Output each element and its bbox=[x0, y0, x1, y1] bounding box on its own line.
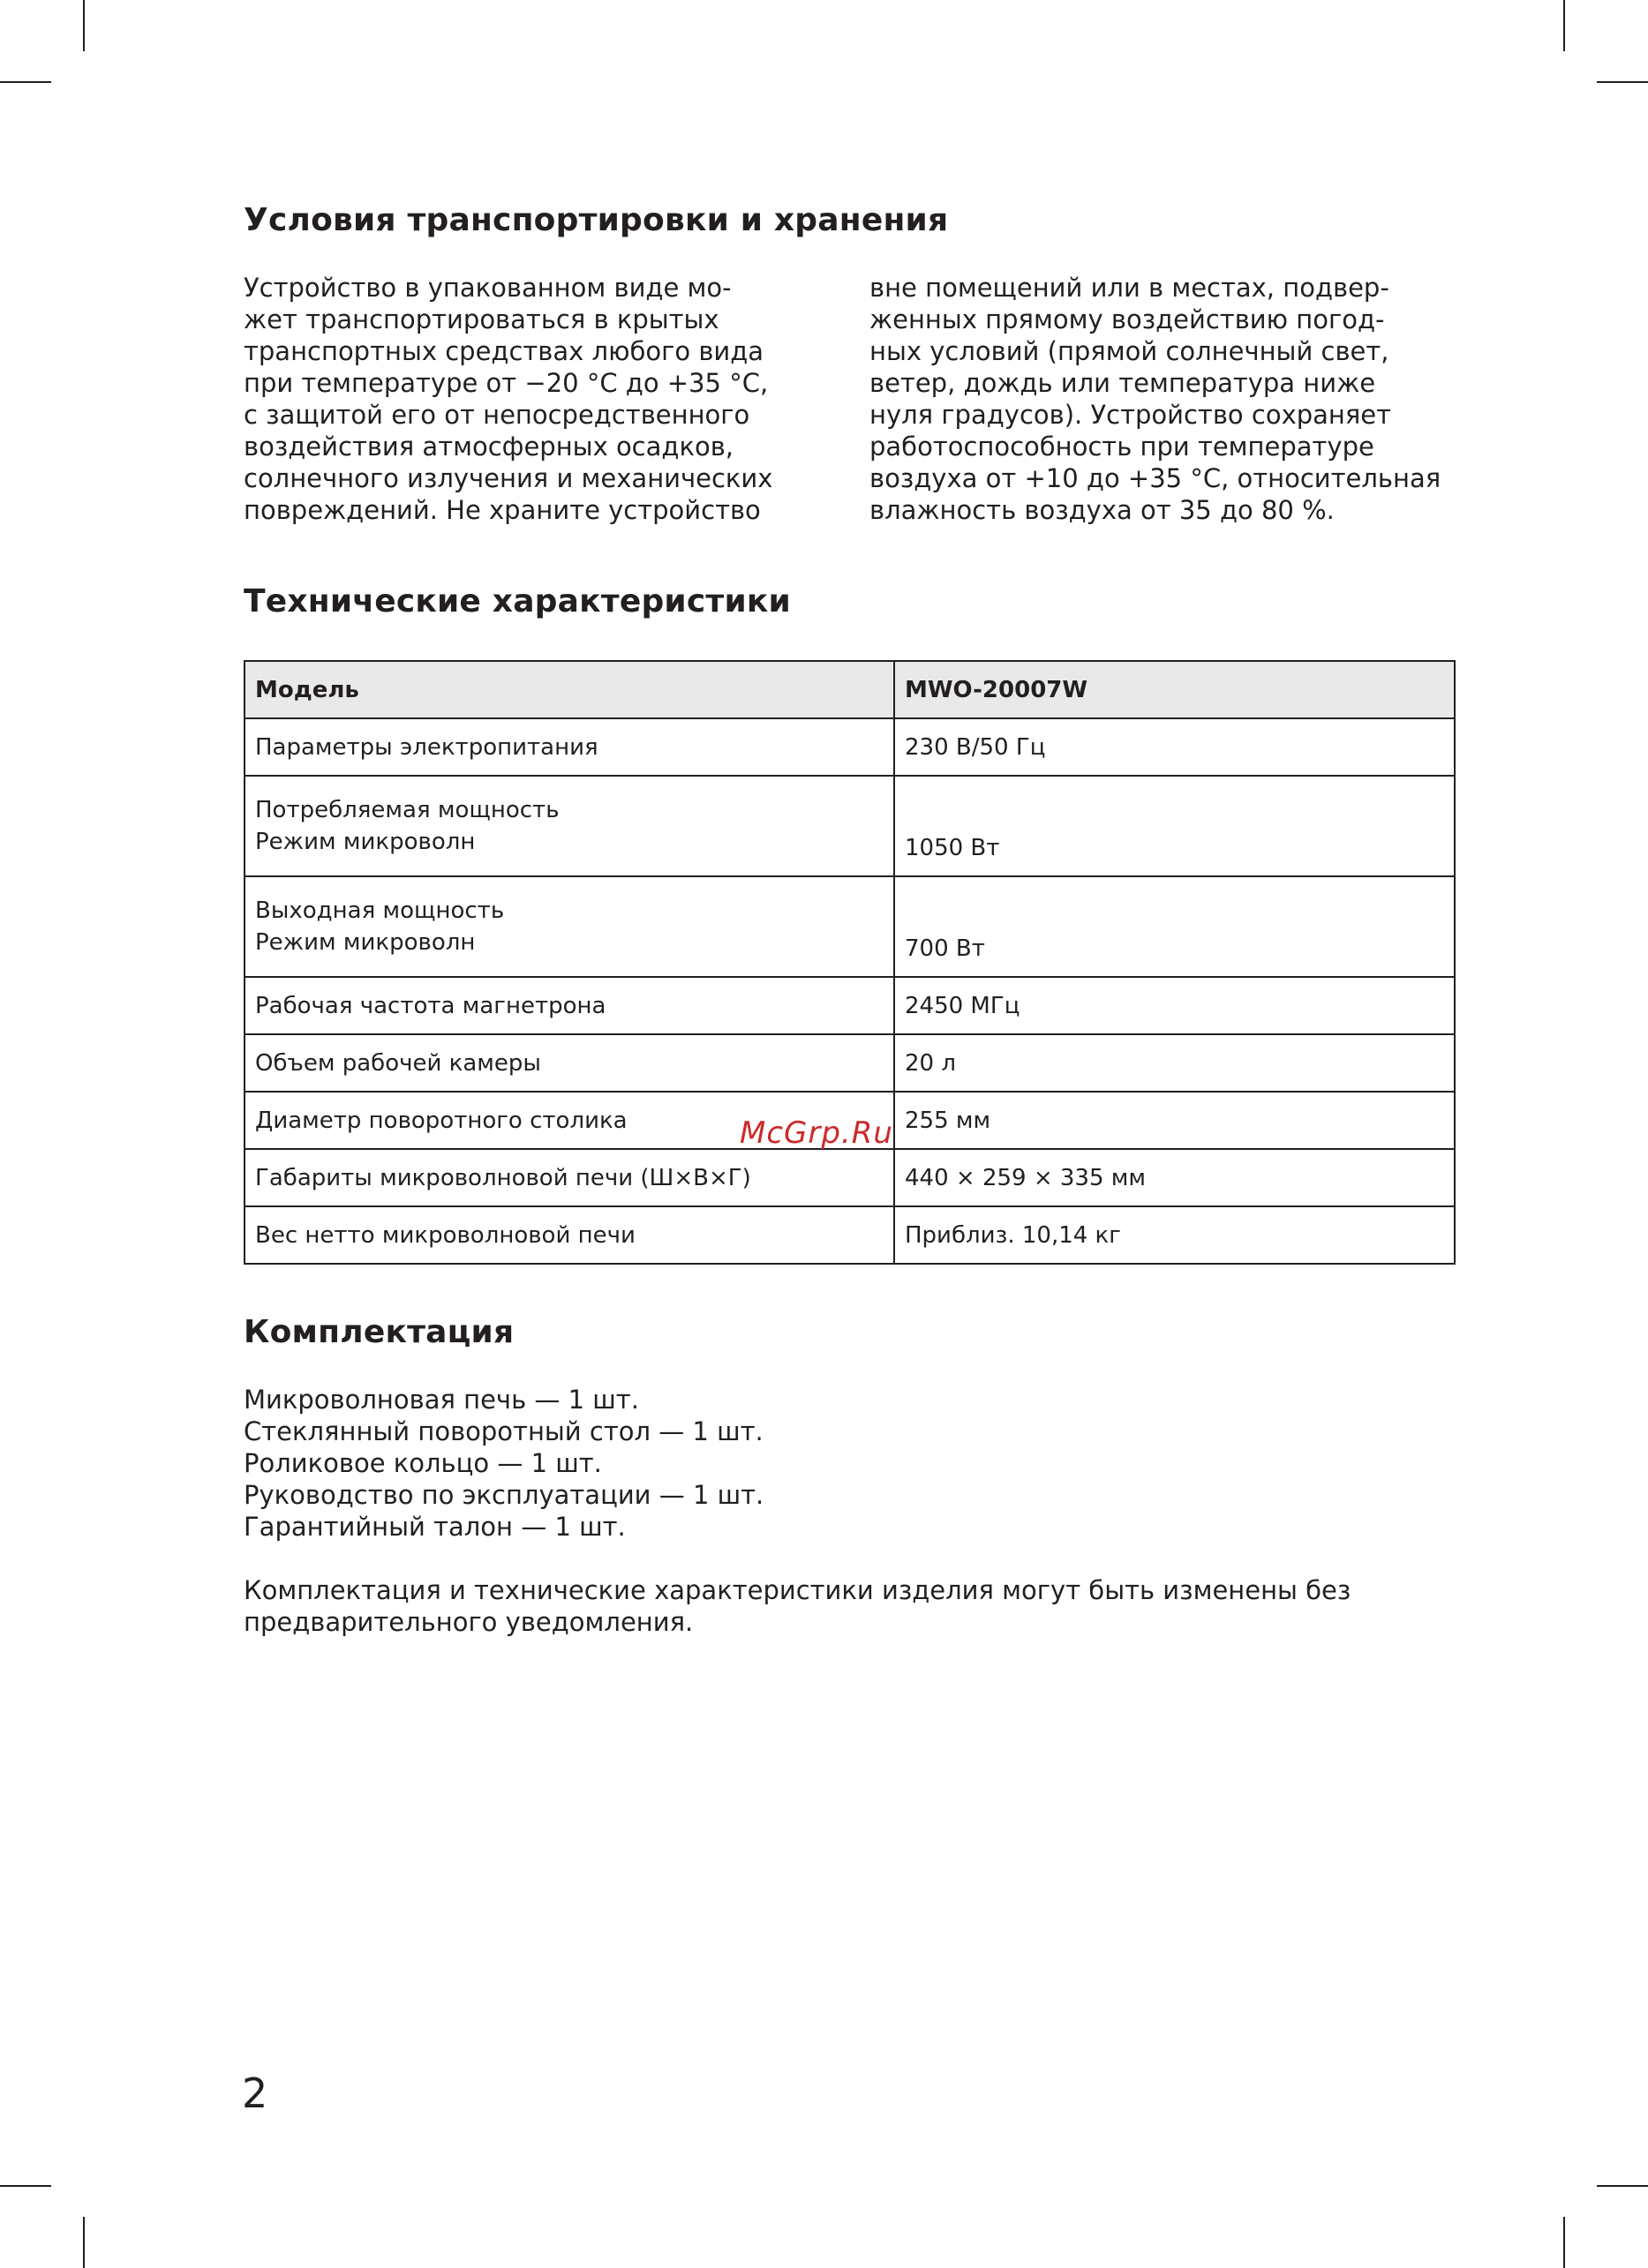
table-cell-value: 2450 МГц bbox=[894, 977, 1455, 1034]
text-line: солнечного излучения и механических bbox=[244, 463, 773, 493]
watermark: McGrp.Ru bbox=[740, 1115, 893, 1151]
text-line: Устройство в упакованном виде мо- bbox=[244, 273, 732, 303]
table-header-row bbox=[245, 661, 1455, 718]
text-line: повреждений. Не храните устройство bbox=[244, 495, 761, 525]
list-item: Роликовое кольцо — 1 шт. bbox=[244, 1448, 602, 1478]
text-line: предварительного уведомления. bbox=[244, 1607, 694, 1637]
table-row bbox=[245, 876, 1455, 977]
transport-text-column-1 bbox=[244, 272, 809, 526]
list-item: Руководство по эксплуатации — 1 шт. bbox=[244, 1480, 764, 1510]
table-cell-label: Объем рабочей камеры bbox=[245, 1034, 894, 1092]
table-cell-label: Диаметр поворотного столика bbox=[245, 1092, 894, 1149]
crop-mark bbox=[1563, 2217, 1565, 2268]
table-cell-label: Габариты микроволновой печи (Ш×В×Г) bbox=[245, 1149, 894, 1206]
crop-mark bbox=[0, 81, 51, 83]
table-cell-label: Параметры электропитания bbox=[245, 718, 894, 776]
table-row bbox=[245, 1034, 1455, 1092]
text-line: жет транспортироваться в крытых bbox=[244, 304, 719, 334]
table-cell-label: Вес нетто микроволновой печи bbox=[245, 1206, 894, 1264]
crop-mark bbox=[0, 2185, 51, 2187]
specs-table bbox=[244, 660, 1456, 1265]
table-cell-value: 700 Вт bbox=[894, 876, 1455, 977]
text-line: при температуре от −20 °С до +35 °С, bbox=[244, 368, 769, 398]
table-cell-value: Приблиз. 10,14 кг bbox=[894, 1206, 1455, 1264]
text-line: ветер, дождь или температура ниже bbox=[869, 368, 1376, 398]
cell-line: Выходная мощность bbox=[255, 897, 505, 924]
text-line: влажность воздуха от 35 до 80 %. bbox=[869, 495, 1335, 525]
package-list bbox=[244, 1384, 764, 1543]
table-cell-value: 230 В/50 Гц bbox=[894, 718, 1455, 776]
text-line: Комплектация и технические характеристики изделия могут быть изменены без bbox=[244, 1575, 1351, 1605]
list-item: Стеклянный поворотный стол — 1 шт. bbox=[244, 1416, 764, 1446]
table-cell-label bbox=[245, 776, 894, 876]
table-cell-value: 440 × 259 × 335 мм bbox=[894, 1149, 1455, 1206]
table-row bbox=[245, 1206, 1455, 1264]
crop-mark bbox=[83, 0, 85, 51]
list-item: Микроволновая печь — 1 шт. bbox=[244, 1385, 639, 1415]
page-number: 2 bbox=[242, 2069, 268, 2117]
text-line: вне помещений или в местах, подвер- bbox=[869, 273, 1389, 303]
list-item: Гарантийный талон — 1 шт. bbox=[244, 1512, 626, 1542]
text-line: воздействия атмосферных осадков, bbox=[244, 432, 734, 462]
crop-mark bbox=[1597, 81, 1648, 83]
crop-mark bbox=[1563, 0, 1565, 51]
transport-heading: Условия транспортировки и хранения bbox=[244, 202, 949, 238]
text-line: нуля градусов). Устройство сохраняет bbox=[869, 400, 1392, 430]
cell-line: Потребляемая мощность bbox=[255, 797, 560, 823]
table-row bbox=[245, 1149, 1455, 1206]
transport-text-column-2 bbox=[869, 272, 1441, 526]
text-line: ных условий (прямой солнечный свет, bbox=[869, 336, 1389, 366]
table-cell-label: Рабочая частота магнетрона bbox=[245, 977, 894, 1034]
table-cell-value: 20 л bbox=[894, 1034, 1455, 1092]
table-cell-value: 1050 Вт bbox=[894, 776, 1455, 876]
table-cell-label: Модель bbox=[245, 661, 894, 718]
crop-mark bbox=[1597, 2185, 1648, 2187]
table-cell-value: MWO-20007W bbox=[894, 661, 1455, 718]
package-heading: Комплектация bbox=[244, 1314, 515, 1350]
crop-mark bbox=[83, 2217, 85, 2268]
table-cell-value: 255 мм bbox=[894, 1092, 1455, 1149]
table-row bbox=[245, 977, 1455, 1034]
table-cell-label bbox=[245, 876, 894, 977]
table-row bbox=[245, 718, 1455, 776]
text-line: с защитой его от непосредственного bbox=[244, 400, 750, 430]
text-line: работоспособность при температуре bbox=[869, 432, 1374, 462]
change-notice bbox=[244, 1574, 1479, 1638]
text-line: транспортных средствах любого вида bbox=[244, 336, 764, 366]
text-line: воздуха от +10 до +35 °С, относительная bbox=[869, 463, 1441, 493]
table-row bbox=[245, 776, 1455, 876]
text-line: женных прямому воздействию погод- bbox=[869, 304, 1385, 334]
cell-line: Режим микроволн bbox=[255, 829, 476, 855]
cell-line: Режим микроволн bbox=[255, 929, 476, 956]
specs-heading: Технические характеристики bbox=[244, 583, 791, 620]
